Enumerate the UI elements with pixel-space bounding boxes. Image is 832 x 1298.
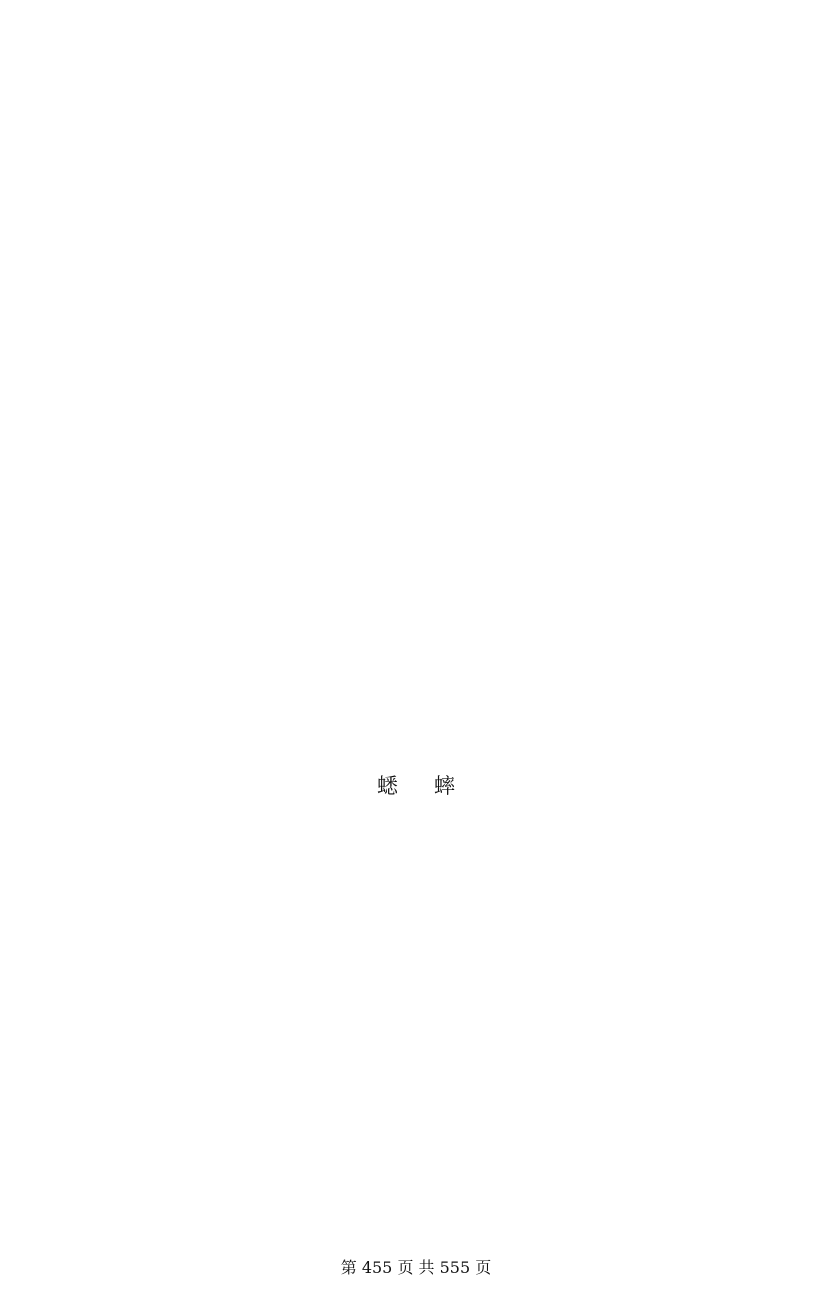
title-char-2: 蟀 [434, 774, 455, 798]
title-char-1: 蟋 [377, 774, 398, 798]
section-title [0, 770, 832, 800]
page-number-footer: 第 455 页 共 555 页 [340, 1258, 492, 1277]
